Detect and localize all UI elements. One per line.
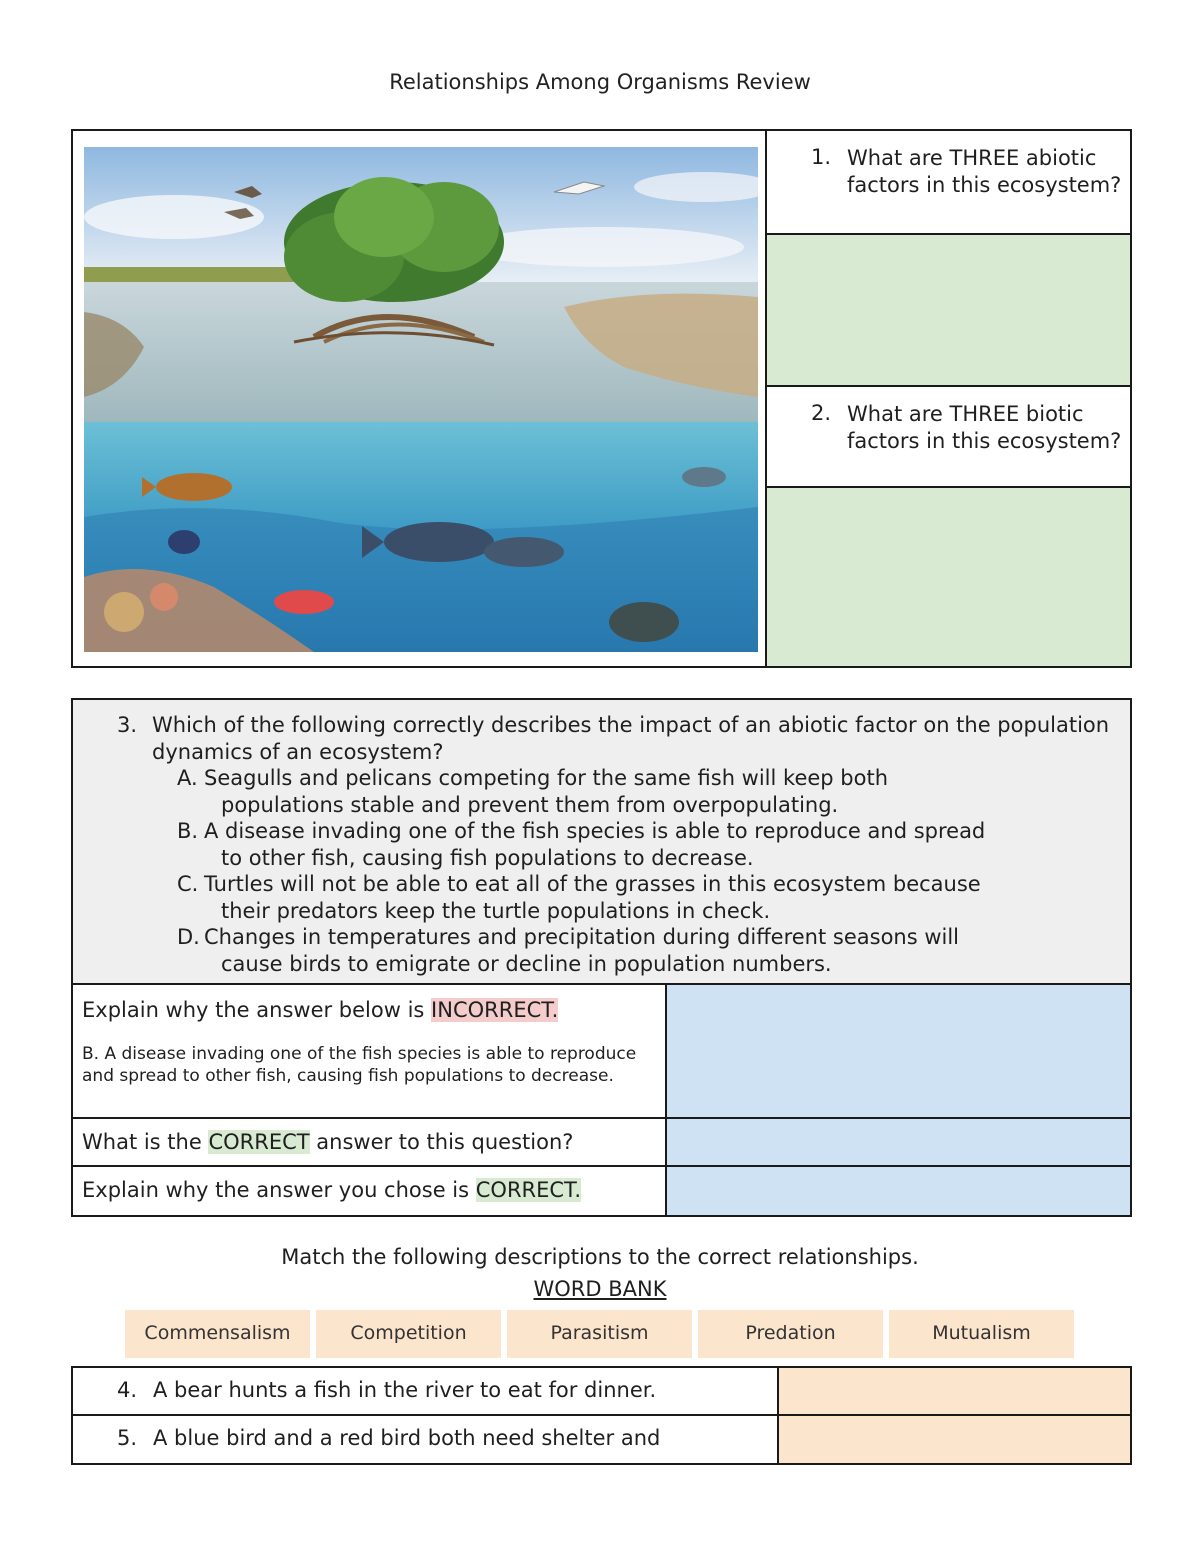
question-2-text: What are THREE biotic factors in this ecosystem? [847,402,1122,453]
option-d-line1: Changes in temperatures and precipitation during different seasons will [204,925,960,949]
question-1-cell [767,131,1130,235]
matching-instructions: Match the following descriptions to the correct relationships. [281,1245,919,1269]
correct-answer-row [73,1119,1130,1167]
correct-prompt [82,1129,573,1155]
correct-prompt-post: answer to this question? [309,1130,574,1154]
answer-2-box[interactable] [767,488,1130,666]
correct-highlight: CORRECT [208,1130,310,1154]
question-2-number: 2. [811,401,832,425]
correct-explain-pre: Explain why the answer you chose is [82,1178,476,1202]
word-bank-mutualism: Mutualism [889,1310,1074,1358]
correct-explain-highlight: CORRECT. [475,1178,582,1202]
correct-prompt-cell [73,1119,667,1165]
question-3-stem: Which of the following correctly describes the impact of an abiotic factor on the population dynamics of an ecosystem? [152,713,1110,764]
word-bank-title: WORD BANK [533,1277,667,1301]
word-bank-competition: Competition [316,1310,501,1358]
question-2-cell [767,387,1130,488]
option-b-letter: B. [177,819,199,843]
question-1-number: 1. [811,145,832,169]
matching-row-5 [73,1416,1130,1463]
correct-explain-prompt [82,1177,581,1203]
option-d-line2: cause birds to emigrate or decline in population numbers. [221,951,832,976]
word-bank-parasitism: Parasitism [507,1310,692,1358]
question-3-number: 3. [117,713,138,737]
correct-explain-cell [73,1167,667,1215]
matching-text-4: A bear hunts a fish in the river to eat for dinner. [153,1378,657,1402]
correct-explain-row [73,1167,1130,1215]
incorrect-prompt-text: Explain why the answer below is [82,998,432,1022]
incorrect-explain-answer-box[interactable] [667,985,1130,1117]
question-3-table [71,698,1132,1217]
option-c-letter: C. [177,872,199,896]
option-b-line1: A disease invading one of the fish species is able to reproduce and spread [204,819,986,843]
correct-explain-answer-box[interactable] [667,1167,1130,1215]
matching-number-4: 4. [117,1378,138,1402]
option-c-line2: their predators keep the turtle populations in check. [221,898,771,923]
incorrect-prompt [82,997,558,1023]
matching-row-4 [73,1368,1130,1416]
answer-1-box[interactable] [767,235,1130,387]
matching-answer-5[interactable] [779,1416,1130,1463]
matching-answer-4[interactable] [779,1368,1130,1414]
question-3-cell [73,700,1130,985]
correct-answer-box[interactable] [667,1119,1130,1165]
option-b-line2: to other fish, causing fish populations to decrease. [221,845,754,870]
correct-prompt-pre: What is the [82,1130,209,1154]
matching-text-5: A blue bird and a red bird both need shelter and [153,1426,661,1450]
option-a-line2: populations stable and prevent them from overpopulating. [221,792,839,817]
incorrect-explain-row [73,985,1130,1119]
ecosystem-table [71,129,1132,668]
matching-description-4 [73,1368,779,1414]
ecosystem-illustration [84,147,758,652]
word-bank-predation: Predation [698,1310,883,1358]
question-1-text: What are THREE abiotic factors in this ecosystem? [847,146,1122,197]
matching-number-5: 5. [117,1426,138,1450]
option-a-letter: A. [177,766,198,790]
incorrect-prompt-cell [73,985,667,1117]
ecosystem-image-cell [73,131,767,666]
matching-table [71,1366,1132,1465]
incorrect-highlight: INCORRECT. [431,998,559,1022]
incorrect-answer-text: B. A disease invading one of the fish species is able to reproduce and spread to other fish, causing fish populations to decrease. [82,1044,637,1086]
option-d-letter: D. [177,925,200,949]
document-title: Relationships Among Organisms Review [389,70,811,94]
matching-description-5 [73,1416,779,1463]
option-c-line1: Turtles will not be able to eat all of the grasses in this ecosystem because [204,872,981,896]
option-a-line1: Seagulls and pelicans competing for the same fish will keep both [204,766,889,790]
word-bank-commensalism: Commensalism [125,1310,310,1358]
